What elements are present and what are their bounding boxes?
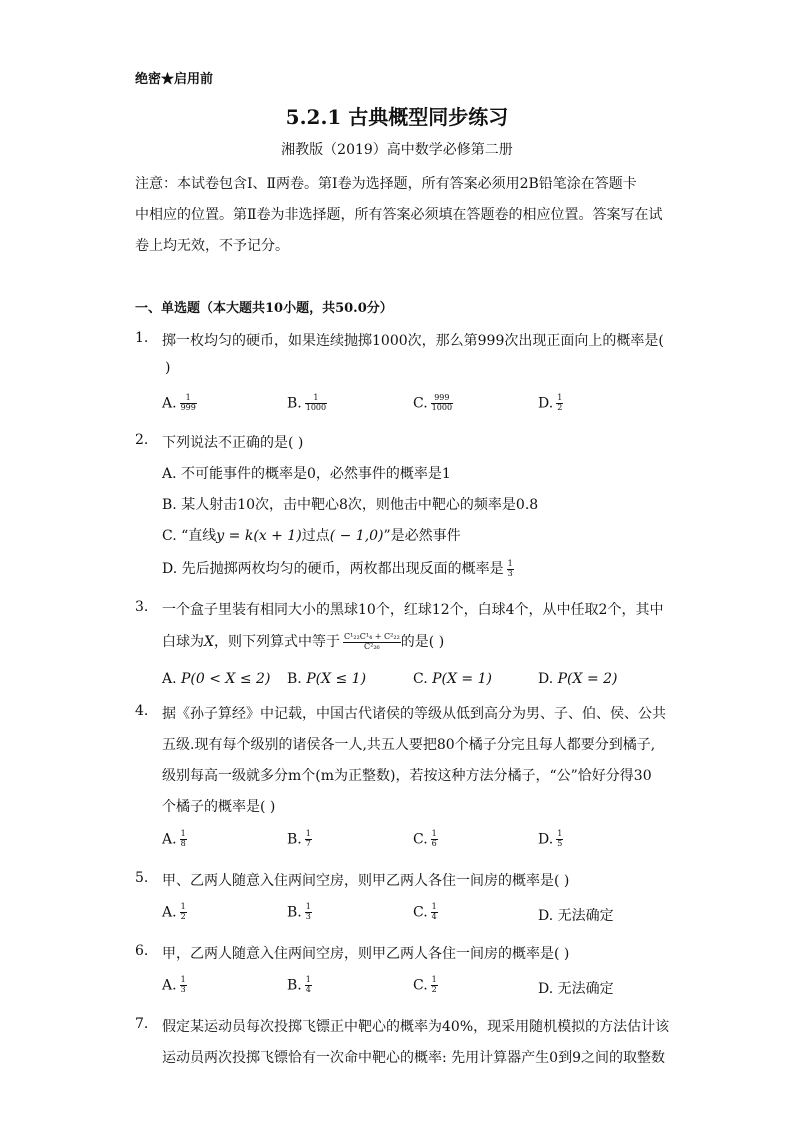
question-number: 3. — [135, 599, 149, 615]
option-a: A. $\frac{1}{999}$ — [162, 393, 196, 412]
question-number: 4. — [135, 703, 149, 719]
option-a: A. P(0 < X ≤ 2) — [162, 671, 271, 687]
question-text: 甲，乙两人随意入住两间空房，则甲乙两人各住一间房的概率是( ) — [162, 946, 570, 962]
option-d: D. $\frac{1}{2}$ — [538, 393, 563, 412]
question-text: 甲、乙两人随意入住两间空房，则甲乙两人各住一间房的概率是( ) — [162, 873, 570, 889]
question-text: 运动员两次投掷飞镖恰有一次命中靶心的概率: 先用计算器产生0到9之间的取整数 — [162, 1050, 665, 1066]
option-c: C. $\frac{1}{2}$ — [413, 975, 437, 994]
question-number: 6. — [135, 943, 149, 959]
option-a: A. $\frac{1}{3}$ — [162, 975, 186, 994]
question-number: 5. — [135, 870, 149, 886]
question-text: 掷一枚均匀的硬币，如果连续抛掷1000次，那么第999次出现正面向上的概率是( — [162, 333, 664, 349]
option-d: D. 先后抛掷两枚均匀的硬币，两枚都出现反面的概率是 $\frac{1}{3}$ — [162, 558, 513, 578]
option-c: C. $\frac{1}{6}$ — [413, 829, 437, 848]
option-c: C. P(X = 1) — [413, 671, 492, 687]
notice-line-2: 中相应的位置。第Ⅱ卷为非选择题，所有答案必须填在答题卷的相应位置。答案写在试 — [135, 207, 663, 223]
option-b: B. 某人射击10次，击中靶心8次，则他击中靶心的频率是0.8 — [162, 497, 539, 513]
option-a: A. $\frac{1}{8}$ — [162, 829, 186, 848]
question-text: 个橘子的概率是( ) — [162, 799, 276, 815]
option-b: B. $\frac{1}{7}$ — [287, 829, 311, 848]
question-number: 1. — [135, 330, 149, 346]
question-text: 一个盒子里装有相同大小的黑球10个，红球12个，白球4个，从中任取2个，其中 — [162, 602, 664, 618]
option-c: C. $\frac{1}{4}$ — [413, 902, 437, 921]
option-b: B. $\frac{1}{3}$ — [287, 902, 311, 921]
section-heading: 一、单选题（本大题共10小题，共50.0分） — [135, 301, 393, 316]
question-number: 2. — [135, 432, 149, 448]
option-b: B. P(X ≤ 1) — [287, 671, 367, 687]
option-d: D. 无法确定 — [538, 908, 614, 924]
confidential-mark: 绝密★启用前 — [135, 72, 214, 87]
page-title: 5.2.1 古典概型同步练习 — [285, 105, 509, 129]
option-b: B. $\frac{1}{1000}$ — [287, 393, 327, 412]
question-text: 假定某运动员每次投掷飞镖正中靶心的概率为40%，现采用随机模拟的方法估计该 — [162, 1019, 670, 1035]
option-c: C. “直线y = k(x + 1)过点( − 1,0)”是必然事件 — [162, 528, 461, 544]
question-text: 五级.现有每个级别的诸侯各一人,共五人要把80个橘子分完且每人都要分到橘子, — [162, 737, 656, 753]
question-text: 下列说法不正确的是( ) — [162, 435, 304, 451]
option-a: A. 不可能事件的概率是0，必然事件的概率是1 — [162, 466, 451, 482]
option-d: D. $\frac{1}{5}$ — [538, 829, 563, 848]
option-a: A. $\frac{1}{2}$ — [162, 902, 186, 921]
page-subtitle: 湘教版（2019）高中数学必修第二册 — [281, 142, 513, 158]
question-text: 级别每高一级就多分m个(m为正整数)，若按这种方法分橘子，“公”恰好分得30 — [162, 768, 652, 784]
question-text: 据《孙子算经》中记载，中国古代诸侯的等级从低到高分为男、子、伯、侯、公共 — [162, 706, 666, 722]
option-c: C. $\frac{999}{1000}$ — [413, 393, 453, 412]
notice-line-3: 卷上均无效，不予记分。 — [135, 238, 289, 254]
notice-line-1: 注意：本试卷包含Ⅰ、Ⅱ两卷。第Ⅰ卷为选择题，所有答案必须用2B铅笔涂在答题卡 — [135, 176, 637, 192]
question-text: 白球为X，则下列算式中等于 $\frac{\text{C¹₂₂C¹₄ + C²₂₂}}{\text{C²₂₆}}$ 的是( ) — [162, 631, 445, 651]
option-d: D. 无法确定 — [538, 981, 614, 997]
question-text: ) — [165, 360, 171, 376]
option-d: D. P(X = 2) — [538, 671, 618, 687]
option-b: B. $\frac{1}{4}$ — [287, 975, 311, 994]
question-number: 7. — [135, 1016, 149, 1032]
